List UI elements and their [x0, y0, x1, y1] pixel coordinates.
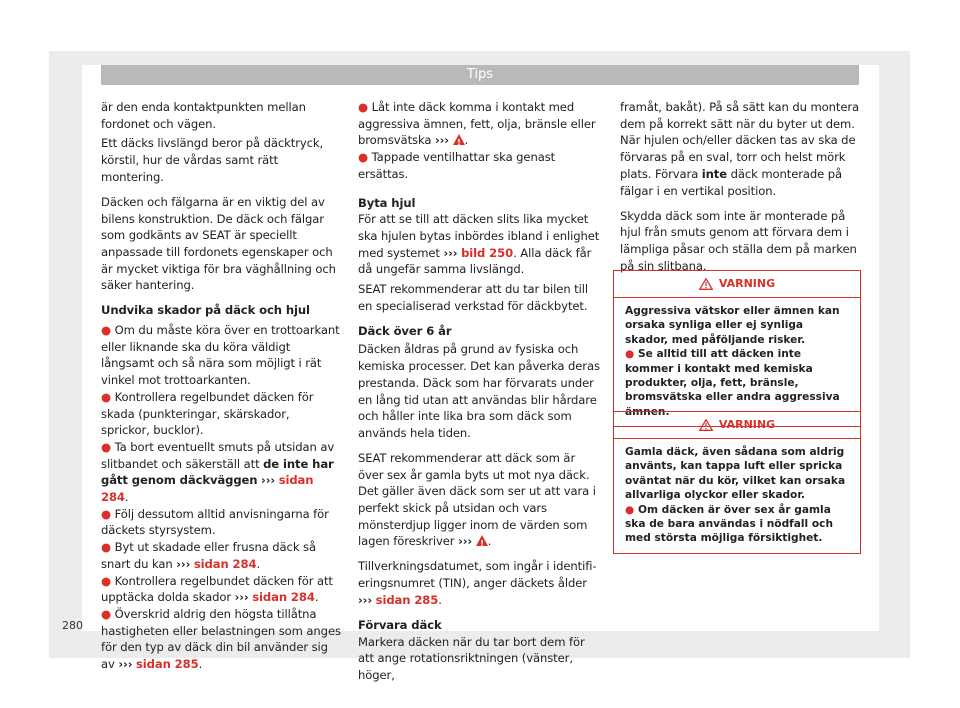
warning-header: [614, 412, 860, 439]
list-item: ● Kontrollera regelbundet däcken för skada (punkteringar, skärskador, sprickor, bucklor).: [101, 389, 314, 438]
list-item: ● Byt ut skadade eller frusna däck så snart du kan ››› sidan 284.: [101, 540, 316, 571]
paragraph: Däcken åldras på grund av fysiska och kemiska processer. Det kan påverka deras prestanda. Däck som har förvarats under en lång tid utan att användas blir hårdare och håller inte lika bra som däck som används hela tiden.: [358, 342, 600, 440]
list-item: ● Tappade ventilhattar ska genast ersättas.: [358, 150, 556, 181]
column-1: [101, 99, 341, 673]
page-link[interactable]: sidan 284: [252, 590, 315, 605]
list-item: ● Ta bort eventuellt smuts på utsidan av slitbandet och säkerställ att de inte har gått genom däckväggen ››› sidan 284.: [101, 439, 335, 505]
subheading: Undvika skador på däck och hjul: [101, 303, 310, 318]
ref-arrows-icon: ›››: [458, 534, 473, 549]
page-link[interactable]: sidan 284: [193, 556, 257, 571]
ref-arrows-icon: ›››: [234, 590, 249, 605]
warning-label: VARNING: [718, 417, 776, 431]
section-header: [101, 65, 859, 85]
warning-text: Aggressiva vätskor eller ämnen kan orsaka synliga eller ej synliga skador, med påföljande risker.: [625, 305, 840, 346]
subheading: Byta hjul: [358, 195, 416, 210]
warning-triangle-icon: [453, 134, 465, 145]
warning-bullet: ● Se alltid till att däcken inte kommer i kontakt med kemiska produkter, olja, fett, bränsle, bromsvätska eller andra aggressiva ämnen.: [625, 348, 840, 418]
warning-box: [613, 411, 861, 554]
warning-box: [613, 270, 861, 427]
list-item: ● Kontrollera regelbundet däcken för att upptäcka dolda skador ››› sidan 284.: [101, 573, 333, 605]
warning-header: [614, 271, 860, 298]
list-item: ● Om du måste köra över en trottoarkant eller liknande ska du köra väldigt långsamt och så nära som möjligt i rät vinkel mot trottoarkanten.: [101, 323, 340, 388]
paragraph: Däcken och fälgarna är en viktig del av bilens konstruktion. De däck och fälgar som godkänts av SEAT är speciellt anpassade till fordonets egenskaper och är mycket viktiga för bra väghållning och säker hantering.: [101, 194, 336, 293]
bullet-icon: ●: [101, 573, 112, 588]
list-item: ● Följ dessutom alltid anvisningarna för däckets styrsystem.: [101, 506, 329, 538]
warning-triangle-icon: [699, 278, 713, 290]
paragraph: är den enda kontaktpunkten mellan fordonet och vägen.: [101, 100, 306, 131]
paragraph: För att se till att däcken slits lika mycket ska hjulen bytas inbördes ibland i enlighet med systemet ››› bild 250. Alla däck får då ungefär samma livslängd.: [358, 212, 600, 277]
paragraph: Ett däcks livslängd beror på däcktryck, körstil, hur de vårdas samt rätt montering.: [101, 136, 324, 184]
bullet-icon: ●: [101, 389, 112, 404]
bullet-icon: ●: [101, 606, 112, 621]
list-item: ● Låt inte däck komma i kontakt med aggressiva ämnen, fett, olja, bränsle eller bromsvätska ››› ! .: [358, 99, 602, 149]
list-item: ● Överskrid aldrig den högsta tillåtna hastigheten eller belastningen som anges för den typ av däck din bil använder sig av ››› sidan 285.: [101, 606, 341, 672]
ref-arrows-icon: ›››: [443, 245, 458, 260]
bullet-icon: ●: [101, 439, 112, 454]
ref-arrows-icon: ›››: [358, 592, 373, 607]
warning-label: VARNING: [718, 276, 776, 290]
ref-arrows-icon: ›››: [118, 657, 133, 672]
paragraph: Markera däcken när du tar bort dem för att ange rotationsriktningen (vänster, höger,: [358, 634, 585, 682]
section-title: Tips: [466, 67, 494, 82]
bullet-icon: ●: [101, 540, 112, 555]
ref-arrows-icon: ›››: [261, 473, 276, 488]
bullet-icon: ●: [358, 100, 369, 114]
warning-bullet: ● Om däcken är över sex år gamla ska de bara användas i nödfall och med största möjliga försiktighet.: [625, 503, 833, 545]
column-3: [620, 99, 860, 283]
figure-link[interactable]: bild 250: [461, 245, 514, 260]
ref-arrows-icon: ›››: [176, 556, 191, 571]
warning-triangle-icon: [699, 419, 713, 431]
paragraph: SEAT rekommenderar att du tar bilen till en specialiserad verkstad för däckbytet.: [358, 282, 588, 313]
page-link[interactable]: sidan 285: [375, 592, 439, 607]
bullet-icon: ●: [625, 348, 635, 361]
paragraph: Tillverkningsdatumet, som ingår i identifieringsnumret (TIN), anger däckets ålder ››› sidan 285.: [358, 559, 597, 607]
subheading: Förvara däck: [358, 617, 442, 632]
ref-arrows-icon: ›››: [434, 133, 449, 148]
subheading: Däck över 6 år: [358, 323, 452, 338]
warning-text: Gamla däck, även sådana som aldrig använts, kan tappa luft eller spricka oväntat när du kör, vilket kan orsaka allvarliga olyckor eller skador.: [625, 446, 846, 502]
column-2: [358, 99, 602, 684]
bullet-icon: ●: [625, 503, 635, 516]
paragraph: Skydda däck som inte är monterade på hjul från smuts genom att förvara dem i lämpliga påsar och ställa dem på marken på sin slitbana.: [620, 208, 857, 273]
page-link[interactable]: sidan 284: [101, 473, 314, 505]
warning-triangle-icon: [476, 535, 488, 546]
bullet-icon: ●: [101, 323, 112, 338]
page-number: 280: [62, 619, 83, 632]
bullet-icon: ●: [101, 506, 112, 521]
page-link[interactable]: sidan 285: [136, 657, 199, 672]
paragraph: SEAT rekommenderar att däck som är över sex år gamla byts ut mot nya däck. Det gäller även däck som ser ut att vara i perfekt skick på utsidan och vars mönsterdjup ligger inom de värden som lagen föreskriver ››› ! .: [358, 450, 602, 550]
paragraph: framåt, bakåt). På så sätt kan du montera dem på korrekt sätt när du byter ut dem. När hjulen och/eller däcken tas av ska de förvaras på en sval, torr och helst mörk plats. Förvara inte däck monterade på fälgar i en vertikal position.: [620, 100, 860, 198]
bullet-icon: ●: [358, 150, 369, 165]
